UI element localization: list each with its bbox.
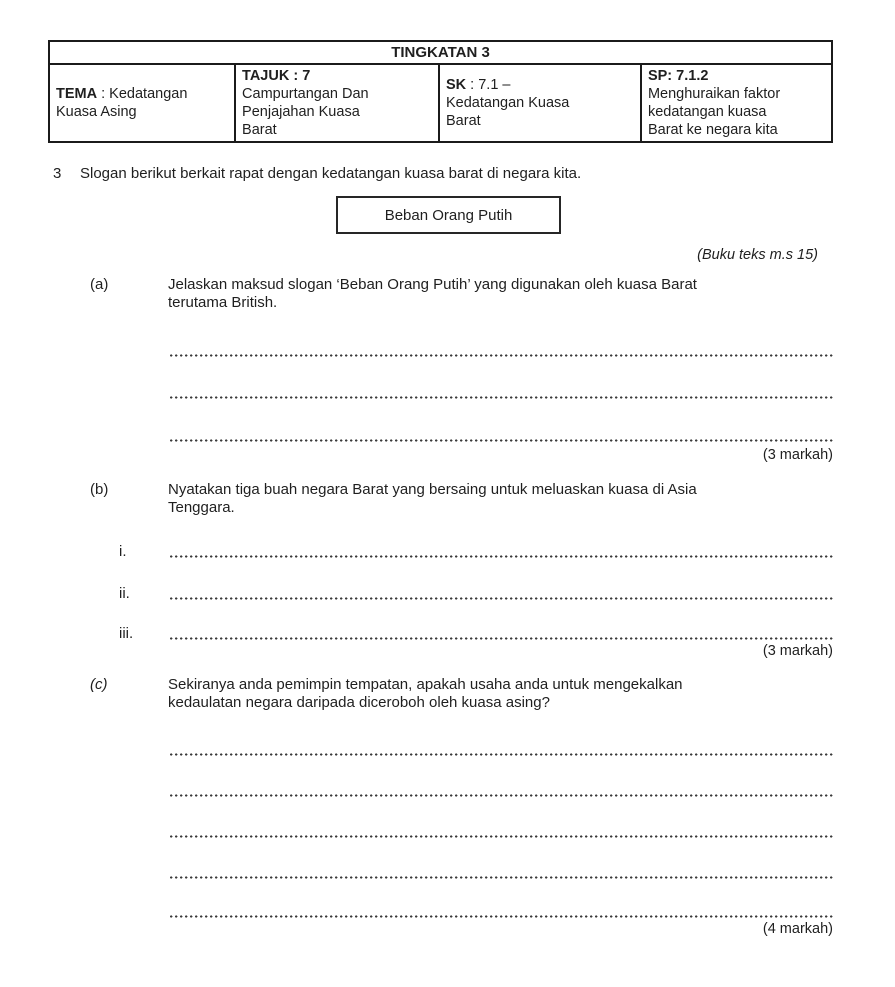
part-a-text-line2: terutama British. bbox=[168, 294, 278, 311]
slogan-box bbox=[336, 196, 561, 234]
part-c-text-line1: Sekiranya anda pemimpin tempatan, apakah usaha anda untuk mengekalkan bbox=[168, 676, 683, 693]
part-b-item-iii: iii. bbox=[119, 625, 134, 642]
part-a-text-line1: Jelaskan maksud slogan ‘Beban Orang Putih’ yang digunakan oleh kuasa Barat bbox=[168, 276, 697, 293]
part-b-item-i: i. bbox=[119, 543, 127, 560]
sk-line1 bbox=[446, 76, 634, 94]
part-b-text bbox=[168, 481, 697, 517]
source-reference: (Buku teks m.s 15) bbox=[697, 247, 818, 263]
part-b-text-line1: Nyatakan tiga buah negara Barat yang bersaing untuk meluaskan kuasa di Asia bbox=[168, 481, 697, 498]
part-b-text-line2: Tenggara. bbox=[168, 499, 235, 516]
question-stem: Slogan berikut berkait rapat dengan kedatangan kuasa barat di negara kita. bbox=[80, 165, 582, 182]
header-cell-sp bbox=[642, 65, 831, 141]
header-cell-sk bbox=[440, 65, 642, 141]
part-c-text-line2: kedaulatan negara daripada diceroboh oleh kuasa asing? bbox=[168, 694, 550, 711]
header-cell-tema bbox=[50, 65, 236, 141]
part-c-label: (c) bbox=[90, 676, 108, 693]
part-a-text bbox=[168, 276, 697, 312]
answer-line bbox=[170, 835, 833, 838]
part-a-marks: (3 markah) bbox=[762, 447, 833, 463]
sk-line3: Barat bbox=[446, 113, 481, 129]
slogan-text: Beban Orang Putih bbox=[384, 206, 513, 224]
tema-line1 bbox=[56, 85, 228, 103]
sk-label: SK bbox=[446, 77, 467, 93]
tajuk-line1: Campurtangan Dan bbox=[242, 86, 369, 102]
tajuk-label: TAJUK : 7 bbox=[242, 68, 311, 84]
header-title: TINGKATAN 3 bbox=[50, 42, 831, 65]
tajuk-line2: Penjajahan Kuasa bbox=[242, 104, 360, 120]
answer-line bbox=[170, 354, 833, 357]
answer-line bbox=[170, 876, 833, 879]
answer-line bbox=[170, 597, 833, 600]
header-cell-tajuk bbox=[236, 65, 440, 141]
part-a-label: (a) bbox=[90, 276, 109, 293]
tema-text: : Kedatangan bbox=[97, 86, 188, 102]
part-c-marks: (4 markah) bbox=[762, 921, 833, 937]
part-b-item-ii: ii. bbox=[119, 585, 130, 602]
sk-text: : 7.1 – bbox=[466, 77, 511, 93]
tema-line2: Kuasa Asing bbox=[56, 104, 137, 120]
part-c-text bbox=[168, 676, 683, 712]
question-number: 3 bbox=[53, 165, 62, 182]
sp-line1: Menghuraikan faktor bbox=[647, 86, 781, 102]
answer-line bbox=[170, 915, 833, 918]
answer-line bbox=[170, 439, 833, 442]
header-row bbox=[50, 65, 831, 141]
answer-line bbox=[170, 753, 833, 756]
header-table bbox=[48, 40, 833, 143]
part-b-marks: (3 markah) bbox=[762, 643, 833, 659]
sp-line3: Barat ke negara kita bbox=[647, 122, 778, 138]
sp-label: SP: 7.1.2 bbox=[647, 68, 709, 84]
sk-line2: Kedatangan Kuasa bbox=[446, 95, 570, 111]
sp-line2: kedatangan kuasa bbox=[647, 104, 767, 120]
answer-line bbox=[170, 637, 833, 640]
answer-line bbox=[170, 555, 833, 558]
tajuk-line3: Barat bbox=[242, 122, 277, 138]
answer-line bbox=[170, 396, 833, 399]
part-b-label: (b) bbox=[90, 481, 109, 498]
answer-line bbox=[170, 794, 833, 797]
tema-label: TEMA bbox=[56, 86, 98, 102]
